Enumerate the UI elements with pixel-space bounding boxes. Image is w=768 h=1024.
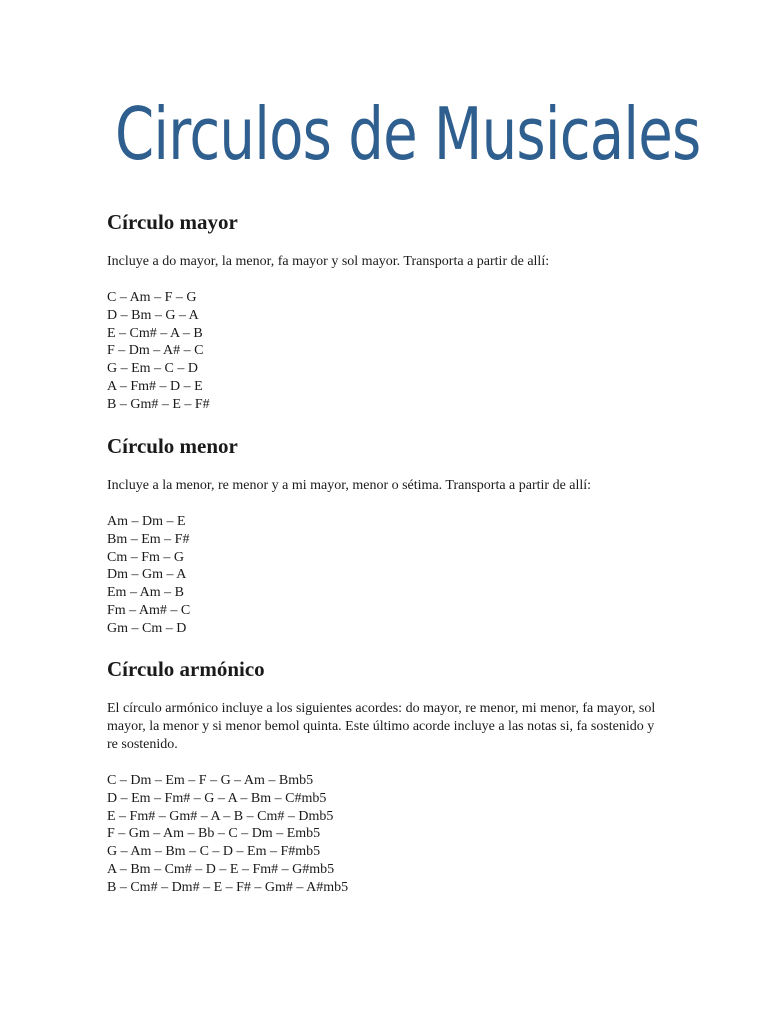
- section-circulo-mayor: [107, 209, 667, 414]
- chord-progression: Dm – Gm – A: [107, 567, 187, 583]
- chord-progression: B – Gm# – E – F#: [107, 396, 210, 412]
- chord-progression: A – Fm# – D – E: [107, 378, 203, 394]
- chord-progression: Fm – Am# – C: [107, 602, 191, 618]
- chord-progression: Bm – Em – F#: [107, 531, 190, 547]
- section-circulo-menor: [107, 433, 667, 638]
- chord-progression: D – Em – Fm# – G – A – Bm – C#mb5: [107, 790, 327, 806]
- section-intro: Incluye a la menor, re menor y a mi mayor, menor o sétima. Transporta a partir de allí:: [107, 478, 592, 493]
- chord-list: [107, 289, 667, 414]
- section-intro: Incluye a do mayor, la menor, fa mayor y sol mayor. Transporta a partir de allí:: [107, 254, 550, 269]
- chord-progression: F – Gm – Am – Bb – C – Dm – Emb5: [107, 826, 321, 842]
- chord-progression: G – Am – Bm – C – D – Em – F#mb5: [107, 844, 321, 860]
- chord-progression: E – Cm# – A – B: [107, 325, 203, 341]
- chord-progression: Gm – Cm – D: [107, 620, 187, 636]
- section-circulo-armonico: [107, 656, 667, 897]
- chord-progression: C – Dm – Em – F – G – Am – Bmb5: [107, 773, 314, 788]
- chord-progression: G – Em – C – D: [107, 361, 198, 377]
- chord-progression: Cm – Fm – G: [107, 549, 185, 565]
- chord-progression: Am – Dm – E: [107, 514, 186, 529]
- chord-progression: C – Am – F – G: [107, 290, 197, 305]
- chord-list: [107, 772, 667, 897]
- section-heading: Círculo mayor: [107, 210, 238, 234]
- section-heading: Círculo menor: [107, 434, 238, 458]
- chord-progression: E – Fm# – Gm# – A – B – Cm# – Dmb5: [107, 808, 334, 824]
- chord-progression: Em – Am – B: [107, 585, 185, 601]
- section-intro: El círculo armónico incluye a los siguientes acordes: do mayor, re menor, mi menor, fa mayor, sol mayor, la menor y si menor bemol quinta. Este último acorde incluye a las notas si, fa sostenido y re sostenido.: [107, 701, 656, 752]
- chord-progression: A – Bm – Cm# – D – E – Fm# – G#mb5: [107, 861, 335, 877]
- chord-list: [107, 513, 667, 638]
- chord-progression: D – Bm – G – A: [107, 307, 199, 323]
- chord-progression: B – Cm# – Dm# – E – F# – Gm# – A#mb5: [107, 879, 349, 895]
- chord-progression: F – Dm – A# – C: [107, 343, 204, 359]
- section-heading: Círculo armónico: [107, 657, 265, 681]
- document-title: Circulos de Musicales: [115, 92, 701, 176]
